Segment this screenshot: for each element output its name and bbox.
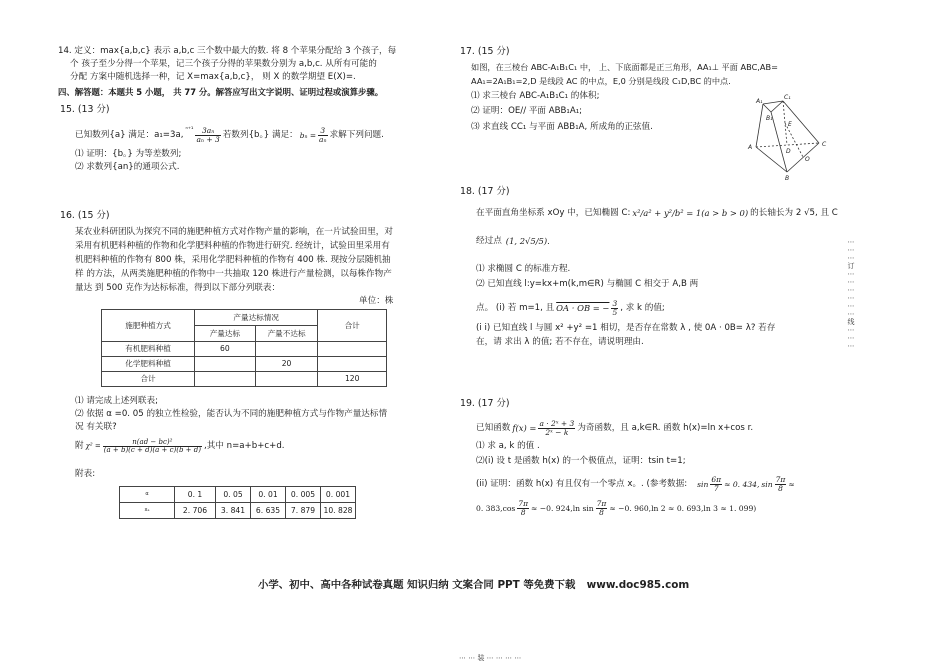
q15-text-a: 已知数列{a} 满足：a₁=3a, bbox=[75, 130, 184, 140]
chi-suffix: ,其中 n=a+b+c+d. bbox=[203, 441, 285, 452]
q18-part-2-ii-cont: 在，请 求出 λ 的值; 若不存在，请说明理由. bbox=[476, 337, 644, 347]
chi-num: n(ad − bc)² bbox=[103, 439, 202, 447]
f-num: a · 2ˣ + 3 bbox=[539, 419, 575, 428]
dot-den: 5 bbox=[612, 307, 618, 317]
q19-part-2-i: ⑵(i) 设 t 是函数 h(x) 的一个极值点，证明：tsin t=1; bbox=[476, 456, 686, 466]
alpha-value: 0. 01 bbox=[251, 487, 286, 503]
q19-text-c: (ii) 证明：函数 h(x) 有且仅有一个零点 x。. (参考数据: bbox=[476, 479, 688, 489]
q18-line-2 bbox=[476, 236, 550, 247]
q15-frac1-num: 3aₙ bbox=[195, 127, 220, 136]
cell-pass bbox=[195, 372, 256, 387]
table-row bbox=[102, 357, 387, 372]
q19-text-d: 0. 383,cos bbox=[476, 503, 516, 513]
edge-AC bbox=[756, 143, 819, 147]
th-total: 合计 bbox=[318, 310, 387, 342]
x-alpha-value: 6. 635 bbox=[251, 503, 286, 519]
q19-text-f: ≈ −0. 960,ln 2 ≈ 0. 693,ln 3 ≈ 1. 099) bbox=[609, 503, 757, 513]
q18-text-a: 在平面直角坐标系 xOy 中，已知椭圆 C: bbox=[476, 208, 631, 218]
q15-title: 15. (13 分) bbox=[60, 104, 110, 115]
dot-fraction bbox=[611, 300, 618, 317]
q17-title: 17. (15 分) bbox=[460, 46, 510, 57]
alpha-value: 0. 1 bbox=[175, 487, 216, 503]
sin-fraction-1 bbox=[710, 476, 722, 493]
q19-line-1 bbox=[476, 420, 753, 437]
frustum-figure bbox=[744, 90, 836, 180]
label-B1: B₁ bbox=[766, 115, 773, 122]
q16-part-2-cont: 况 有关联? bbox=[75, 422, 117, 432]
row-label: 有机肥料种植 bbox=[102, 342, 195, 357]
q17-line-1: 如图，在三棱台 ABC-A₁B₁C₁ 中， 上、下底面都是正三角形，AA₁⊥ 平面 ABC,AB= bbox=[471, 62, 778, 72]
cos-num: 7π bbox=[518, 499, 528, 508]
th-fail: 产量不达标 bbox=[255, 326, 318, 342]
cell-pass bbox=[195, 357, 256, 372]
label-E: E bbox=[788, 121, 792, 128]
cell-total bbox=[318, 357, 387, 372]
x-alpha-value: 2. 706 bbox=[175, 503, 216, 519]
function-f: f(x) = bbox=[512, 423, 537, 434]
q15-frac2-den: aₙ bbox=[319, 134, 327, 144]
edge-AB bbox=[756, 147, 787, 172]
f-fraction bbox=[538, 420, 575, 437]
th-pass: 产量达标 bbox=[195, 326, 256, 342]
edge-BC bbox=[787, 143, 819, 172]
q16-para-1: 某农业科研团队为探究不同的施肥种植方式对作物产量的影响，在一片试验田里，对 bbox=[75, 227, 393, 237]
q19-line-5 bbox=[476, 500, 756, 517]
chi-symbol: χ² = bbox=[85, 442, 101, 451]
cell-total: 120 bbox=[318, 372, 387, 387]
q17-part-3: ⑶ 求直线 CC₁ 与平面 ABB₁A, 所成角的正弦值. bbox=[471, 122, 653, 132]
q18-text-b: 的长轴长为 2 √5, 且 C bbox=[750, 208, 838, 218]
table-row bbox=[120, 487, 356, 503]
binding-line-marks: ⋯ ⋯ ⋯ 订 ⋯ ⋯ ⋯ ⋯ ⋯ ⋯ 线 ⋯ ⋯ ⋯ bbox=[847, 238, 855, 350]
th-method: 施肥种植方式 bbox=[102, 310, 195, 342]
table-row bbox=[120, 503, 356, 519]
q15-text-c: 求解下列问题. bbox=[329, 130, 384, 140]
chi-square-formula bbox=[75, 439, 285, 455]
q17-part-2: ⑵ 证明：OE// 平面 ABB₁A₁; bbox=[471, 106, 583, 116]
ellipse-equation: x²/a² + y²/b² = 1(a > b > 0) bbox=[632, 208, 749, 219]
q15-bn: bₙ = bbox=[299, 130, 317, 140]
q14-line-2: 个 孩子至少分得一个苹果，记三个孩子分得的苹果数分别为 a,b,c. 从所有可能的 bbox=[70, 59, 377, 69]
f-den: 2ˣ − k bbox=[545, 427, 569, 437]
row-label: 化学肥料种植 bbox=[102, 357, 195, 372]
ln-den: 8 bbox=[599, 507, 604, 517]
cell-total bbox=[318, 342, 387, 357]
sin-label-2: sin bbox=[761, 479, 773, 489]
attach-prefix: 附 bbox=[75, 441, 84, 452]
sin1-num: 6π bbox=[711, 475, 722, 484]
label-A: A bbox=[748, 144, 753, 151]
q17-part-1: ⑴ 求三棱台 ABC-A₁B₁C₁ 的体积; bbox=[471, 91, 600, 101]
footer bbox=[258, 579, 689, 592]
edge-AA1 bbox=[756, 104, 763, 147]
cell-fail bbox=[255, 342, 318, 357]
q16-part-1: ⑴ 请完成上述列联表; bbox=[75, 396, 158, 406]
attach-table-label: 附表: bbox=[75, 469, 96, 479]
q14-line-3: 分配 方案中随机选择一种，记 X=max{a,b,c}， 则 X 的数学期望 E(X)=. bbox=[70, 72, 356, 82]
q16-title: 16. (15 分) bbox=[60, 210, 110, 221]
q18-line-5 bbox=[476, 300, 665, 317]
q16-para-4: 样 的方法，从两类施肥种植的作物中一共抽取 120 株进行产量检测，以每株作物产 bbox=[75, 269, 392, 279]
q19-title: 19. (17 分) bbox=[460, 398, 510, 409]
x-alpha-value: 7. 879 bbox=[286, 503, 321, 519]
critical-value-table bbox=[119, 486, 356, 519]
q18-part-2: ⑵ 已知直线 l:y=kx+m(k,m∈R) 与椭圆 C 相交于 A,B 两 bbox=[476, 279, 699, 289]
table-row bbox=[102, 372, 387, 387]
label-C: C bbox=[822, 141, 827, 148]
q18-text-e: , 求 k 的值; bbox=[620, 303, 665, 313]
label-O: O bbox=[805, 156, 810, 163]
sin-value-2: ≈ bbox=[788, 479, 795, 489]
q15-statement bbox=[75, 127, 384, 144]
chi-fraction bbox=[103, 439, 202, 455]
q15-fraction-2 bbox=[318, 127, 328, 144]
x-alpha-label: xₐ bbox=[120, 503, 175, 519]
alpha-value: 0. 005 bbox=[286, 487, 321, 503]
q17-line-2: AA₁=2A₁B₁=2,D 是线段 AC 的中点，E,0 分别是线段 C₁D,BC 的中点. bbox=[471, 76, 731, 86]
point-coordinates: (1, 2√5/5). bbox=[505, 236, 550, 247]
q18-text-d: 点。 (i) 若 m=1, 且 bbox=[476, 303, 555, 313]
sin-fraction-2 bbox=[775, 476, 787, 493]
cell-fail bbox=[255, 372, 318, 387]
sin-label-1: sin bbox=[697, 479, 709, 489]
q18-line-1 bbox=[476, 208, 838, 219]
table-row bbox=[102, 342, 387, 357]
binding-bottom-marks: ⋯ ⋯ 装 ⋯ ⋯ ⋯ ⋯ bbox=[459, 654, 522, 662]
q19-text-a: 已知函数 bbox=[476, 423, 511, 433]
footer-site-link[interactable]: www.doc985.com bbox=[586, 579, 690, 591]
q15-part-1: ⑴ 证明：{b。} 为等差数列; bbox=[75, 149, 182, 159]
q15-frac2-num: 3 bbox=[318, 127, 328, 136]
q16-para-2: 采用有机肥料种植的作物和化学肥料种植的作物进行研究. 经统计，试验田里采用有 bbox=[75, 241, 390, 251]
contingency-table bbox=[101, 309, 387, 387]
q19-part-1: ⑴ 求 a, k 的值 . bbox=[476, 441, 540, 451]
cell-fail: 20 bbox=[255, 357, 318, 372]
q15-fraction-1 bbox=[195, 127, 220, 144]
q15-text-b: 若数列{b。} 满足： bbox=[222, 130, 298, 140]
alpha-label: α bbox=[120, 487, 175, 503]
th-group: 产量达标情况 bbox=[195, 310, 318, 326]
q15-part-2: ⑵ 求数列{an}的通项公式. bbox=[75, 162, 180, 172]
row-label: 合计 bbox=[102, 372, 195, 387]
q18-part-2-ii: (i i) 已知直线 l 与圆 x² +y² =1 相切，是否存在常数 λ , 使 0A · 0B= λ? 若存 bbox=[476, 323, 776, 333]
q18-part-1: ⑴ 求椭圆 C 的标准方程. bbox=[476, 264, 571, 274]
q16-part-2: ⑵ 依据 α =0. 05 的独立性检验，能否认为不同的施肥种植方式与作物产量达标情 bbox=[75, 409, 388, 419]
q16-para-3: 机肥料种植的作物有 800 株，采用化学肥料种植的作物有 400 株. 现按分层随机抽 bbox=[75, 255, 391, 265]
q19-text-b: 为奇函数，且 a,k∈R. 函数 h(x)=ln x+cos r. bbox=[577, 423, 754, 433]
sin2-num: 7π bbox=[775, 475, 786, 484]
dot-num: 3 bbox=[612, 299, 618, 308]
label-C1: C₁ bbox=[784, 94, 791, 101]
q15-frac1-den: aₙ + 3 bbox=[196, 134, 220, 144]
footer-text: 小学、初中、高中各种试卷真题 知识归纳 文案合同 PPT 等免费下载 bbox=[258, 579, 576, 591]
alpha-value: 0. 05 bbox=[216, 487, 251, 503]
q19-text-e: ≈ −0. 924,ln sin bbox=[531, 503, 594, 513]
x-alpha-value: 10. 828 bbox=[321, 503, 356, 519]
cos-den: 8 bbox=[520, 507, 526, 517]
cell-pass: 60 bbox=[195, 342, 256, 357]
label-A1: A₁ bbox=[756, 98, 763, 105]
edge-A1B1 bbox=[763, 104, 771, 112]
cos-fraction bbox=[517, 500, 529, 517]
q15-superscript: ⁿ⁺¹ bbox=[185, 125, 194, 133]
q16-unit: 单位：株 bbox=[359, 296, 394, 306]
chi-den: (a + b)(c + d)(a + c)(b + d) bbox=[103, 446, 201, 455]
q18-title: 18. (17 分) bbox=[460, 186, 510, 197]
q18-text-c: 经过点 bbox=[476, 236, 502, 246]
label-B: B bbox=[785, 175, 790, 180]
ln-num: 7π bbox=[596, 499, 607, 508]
label-D: D bbox=[786, 148, 791, 155]
section-4-header: 四、解答题：本题共 5 小题， 共 77 分。解答应写出文字说明、证明过程或演算步骤。 bbox=[58, 87, 384, 97]
dot-product: OA · OB = − bbox=[556, 303, 610, 314]
sin2-den: 8 bbox=[778, 483, 783, 493]
sin-value-1: ≈ 0. 434, bbox=[724, 479, 760, 489]
ln-fraction bbox=[596, 500, 608, 517]
q16-para-5: 量达 到 500 克作为达标标准，得到以下部分列联表： bbox=[75, 283, 281, 293]
x-alpha-value: 3. 841 bbox=[216, 503, 251, 519]
alpha-value: 0. 001 bbox=[321, 487, 356, 503]
q19-line-4 bbox=[476, 476, 795, 493]
sin1-den: 7 bbox=[713, 483, 719, 493]
q14-line-1: 14. 定义：max{a,b,c} 表示 a,b,c 三个数中最大的数. 将 8 个苹果分配给 3 个孩子，每 bbox=[58, 46, 397, 56]
